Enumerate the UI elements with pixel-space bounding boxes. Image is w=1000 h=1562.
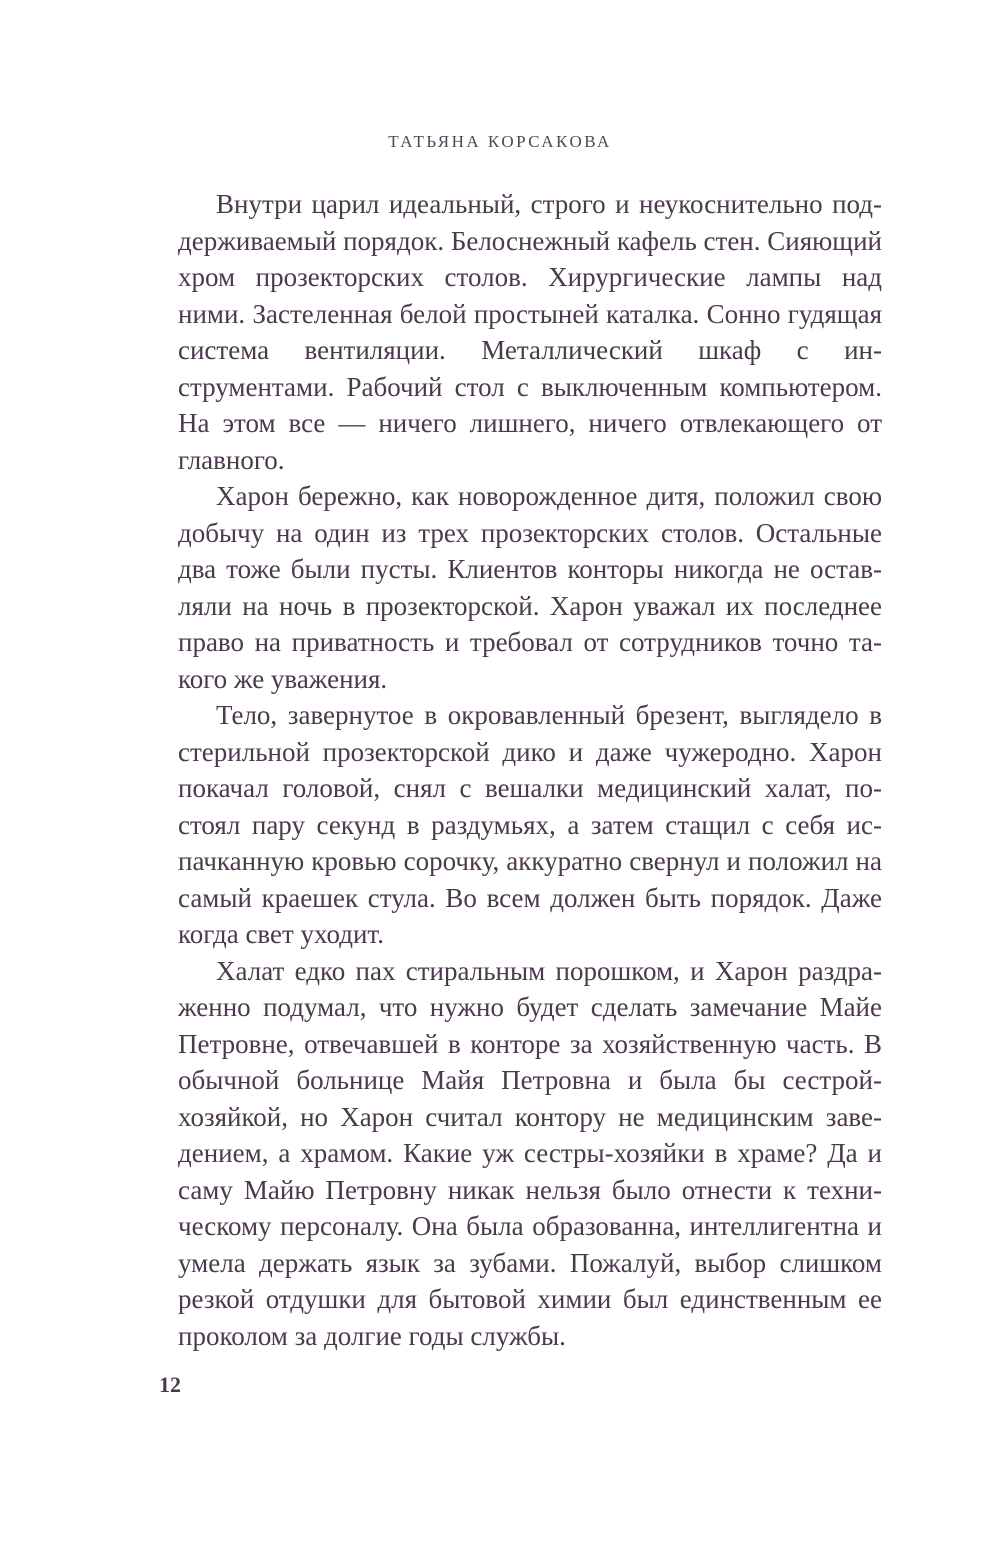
paragraph-4: Халат едко пах стиральным порошком, и Харон раздраженно подумал, что нужно будет сделать замечание Майе Петровне, отвечавшей в конторе за хозяйственную часть. В обычной больнице Майя Петровна и была бы сестрой-хозяйкой, но Харон считал контору не медицинским заведением, а храмом. Какие уж сестры-хозяйки в храме? Да и саму Майю Петровну никак нельзя было отнести к техническому персоналу. Она была образованна, интеллигентна и умела держать язык за зубами. Пожалуй, выбор слишком резкой отдушки для бытовой химии был единственным ее проколом за долгие годы службы. (178, 955, 882, 1351)
paragraph-3: Тело, завернутое в окровавленный брезент, выглядело в стерильной прозекторской дико и даже чужеродно. Харон покачал головой, снял с вешалки медицинский халат, постоял пару секунд в раздумьях, а затем стащил с себя испачканную кровью сорочку, аккуратно свернул и положил на самый краешек стула. Во всем должен быть порядок. Даже когда свет уходит. (178, 700, 882, 949)
page-number: 12 (159, 1372, 181, 1397)
text-block (178, 186, 882, 1354)
paragraph-2: Харон бережно, как новорожденное дитя, положил свою добычу на один из трех прозекторских столов. Остальные два тоже были пусты. Клиентов конторы никогда не оставляли на ночь в прозекторской. Харон уважал их последнее право на приватность и требовал от сотрудников точно такого же уважения. (178, 481, 882, 694)
paragraph-1: Внутри царил идеальный, строго и неукоснительно поддерживаемый порядок. Белоснежный кафель стен. Сияющий хром прозекторских столов. Хирургические лампы над ними. Застеленная белой простыней каталка. Сонно гудящая система вентиляции. Металлический шкаф с инструментами. Рабочий стол с выключенным компьютером. На этом все — ничего лишнего, ничего отвлекающего от главного. (178, 189, 882, 475)
running-head-author: ТАТЬЯНА КОРСАКОВА (388, 132, 612, 151)
